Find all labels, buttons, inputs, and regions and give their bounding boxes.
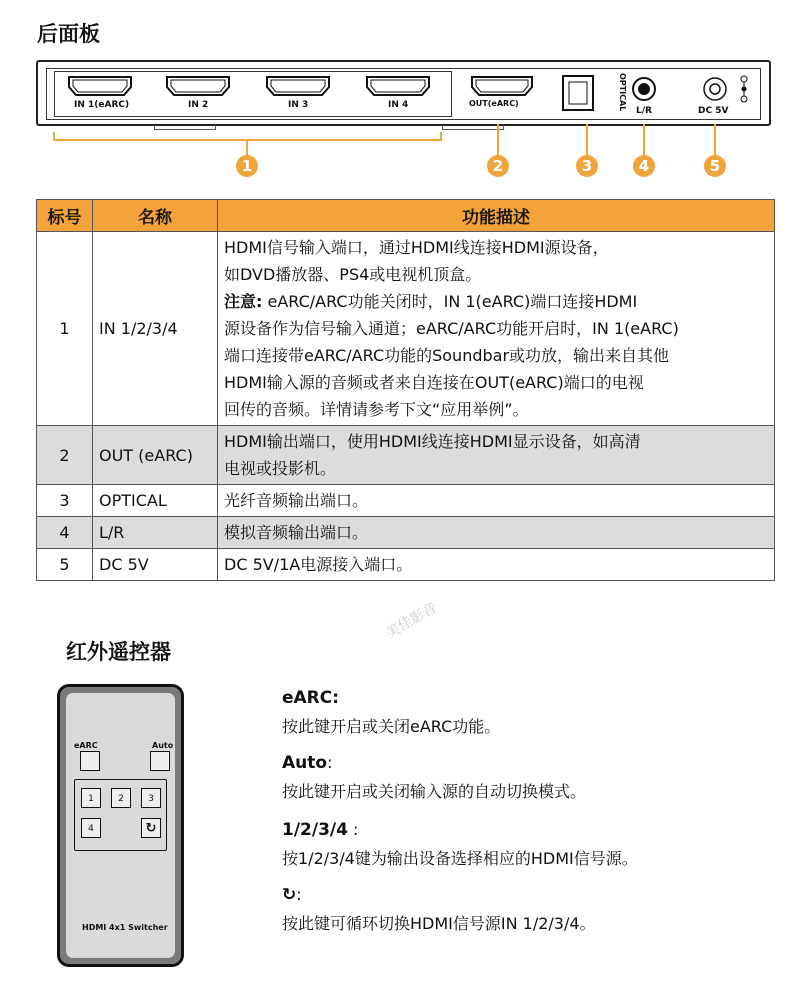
panel-foot-right <box>442 125 504 130</box>
port-label-out: OUT(eARC) <box>469 99 519 108</box>
desc-line: 电视或投影机。 <box>224 459 337 478</box>
dc-jack <box>704 78 726 100</box>
note-line: 回传的音频。详情请参考下文“应用举例”。 <box>224 400 529 419</box>
row-no: 2 <box>37 426 93 485</box>
row-name: OUT (eARC) <box>93 426 218 485</box>
remote-section-title: 红外遥控器 <box>66 640 171 664</box>
callout-stem-1 <box>246 140 248 156</box>
note-label: 注意: <box>224 292 263 311</box>
desc-sources-title: 1/2/3/4 <box>282 820 348 840</box>
remote-brand-label: HDMI 4x1 Switcher <box>82 923 168 932</box>
callout-stem-5 <box>714 124 716 156</box>
callout-bracket-left <box>53 132 55 141</box>
note-line <box>224 288 768 315</box>
port-label-dc: DC 5V <box>698 106 729 116</box>
desc-cycle <box>282 885 596 934</box>
row-desc: 模拟音频输出端口。 <box>218 517 775 549</box>
remote-auto-label: Auto <box>152 741 174 750</box>
callout-2: 2 <box>487 155 509 177</box>
note-line: HDMI输入源的音频或者来自连接在OUT(eARC)端口的电视 <box>224 373 644 392</box>
table-row <box>37 426 775 485</box>
rear-panel-illustration <box>36 60 771 126</box>
table-row <box>37 517 775 549</box>
desc-line: HDMI信号输入端口，通过HDMI线连接HDMI源设备， <box>224 238 609 257</box>
desc-earc-text: 按此键开启或关闭eARC功能。 <box>282 717 501 736</box>
port-label-in2: IN 2 <box>188 100 209 110</box>
remote-earc-button[interactable] <box>80 751 100 771</box>
row-no: 3 <box>37 485 93 517</box>
row-name: DC 5V <box>93 549 218 581</box>
port-label-in1: IN 1(eARC) <box>74 100 130 110</box>
port-shapes <box>47 69 762 121</box>
row-name: L/R <box>93 517 218 549</box>
callout-stem-2 <box>497 124 499 156</box>
header-no: 标号 <box>37 200 93 232</box>
header-desc: 功能描述 <box>218 200 775 232</box>
row-name: IN 1/2/3/4 <box>93 232 218 426</box>
row-no: 1 <box>37 232 93 426</box>
row-desc: 光纤音频输出端口。 <box>218 485 775 517</box>
watermark: 美佳影音 <box>383 599 440 642</box>
callout-stem-3 <box>586 124 588 156</box>
row-desc: DC 5V/1A电源接入端口。 <box>218 549 775 581</box>
table-row <box>37 232 775 426</box>
table-row <box>37 485 775 517</box>
table-row <box>37 549 775 581</box>
desc-earc <box>282 688 500 737</box>
callout-bracket-right <box>440 132 442 141</box>
header-name: 名称 <box>93 200 218 232</box>
row-desc <box>218 426 775 485</box>
desc-auto-text: 按此键开启或关闭输入源的自动切换模式。 <box>282 782 587 801</box>
desc-earc-title: eARC: <box>282 688 340 708</box>
remote-earc-label: eARC <box>74 741 98 750</box>
panel-foot-left <box>154 125 216 130</box>
desc-sources-colon: : <box>347 820 359 839</box>
desc-sources <box>282 820 638 869</box>
port-label-in3: IN 3 <box>288 100 309 110</box>
port-spec-table <box>36 199 775 581</box>
table-header-row <box>37 200 775 232</box>
rear-panel-title: 后面板 <box>37 22 100 46</box>
remote-button-2[interactable]: 2 <box>111 788 131 808</box>
desc-cycle-colon: : <box>296 885 302 904</box>
callout-3: 3 <box>576 155 598 177</box>
desc-sources-text: 按1/2/3/4键为输出设备选择相应的HDMI信号源。 <box>282 849 638 868</box>
note-text: eARC/ARC功能关闭时，IN 1(eARC)端口连接HDMI <box>262 292 638 311</box>
remote-button-4[interactable]: 4 <box>81 818 101 838</box>
remote-auto-button[interactable] <box>150 751 170 771</box>
remote-cycle-button[interactable]: ↻ <box>141 818 161 838</box>
remote-button-3[interactable]: 3 <box>141 788 161 808</box>
desc-auto <box>282 753 586 802</box>
ir-remote-illustration <box>57 684 184 967</box>
callout-5: 5 <box>704 155 726 177</box>
note-line: 源设备作为信号输入通道；eARC/ARC功能开启时，IN 1(eARC) <box>224 319 679 338</box>
remote-source-group <box>74 779 167 851</box>
callout-4: 4 <box>633 155 655 177</box>
port-label-lr: L/R <box>636 106 652 116</box>
port-label-optical: OPTICAL <box>618 73 627 112</box>
desc-line: 如DVD播放器、PS4或电视机顶盒。 <box>224 265 482 284</box>
cycle-icon: ↻ <box>282 885 297 905</box>
callout-1: 1 <box>236 155 258 177</box>
remote-button-1[interactable]: 1 <box>81 788 101 808</box>
row-no: 5 <box>37 549 93 581</box>
optical-port <box>563 76 593 110</box>
desc-line: HDMI输出端口，使用HDMI线连接HDMI显示设备，如高清 <box>224 432 641 451</box>
desc-cycle-text: 按此键可循环切换HDMI信号源IN 1/2/3/4。 <box>282 914 596 933</box>
row-name: OPTICAL <box>93 485 218 517</box>
desc-auto-title: Auto <box>282 753 328 773</box>
row-no: 4 <box>37 517 93 549</box>
remote-face <box>66 693 175 958</box>
row-desc <box>218 232 775 426</box>
desc-auto-colon: : <box>327 753 333 772</box>
port-label-in4: IN 4 <box>388 100 409 110</box>
note-line: 端口连接带eARC/ARC功能的Soundbar或功放，输出来自其他 <box>224 346 670 365</box>
callout-stem-4 <box>643 124 645 156</box>
